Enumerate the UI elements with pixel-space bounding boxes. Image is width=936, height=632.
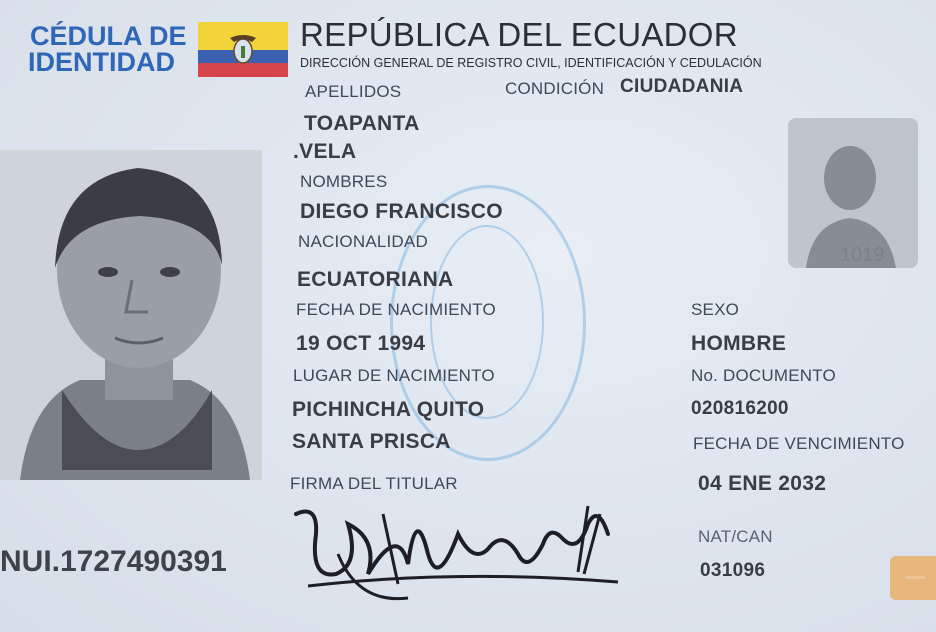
watermark-seal-inner	[430, 225, 544, 419]
documento-label: No. DOCUMENTO	[691, 366, 836, 385]
country-title: REPÚBLICA DEL ECUADOR	[300, 16, 738, 53]
apellidos-label: APELLIDOS	[305, 82, 402, 101]
lugar-nacimiento-value-1: PICHINCHA QUITO	[292, 398, 485, 421]
ghost-number: 1019	[840, 244, 885, 266]
nacionalidad-value: ECUATORIANA	[297, 268, 454, 291]
sexo-label: SEXO	[691, 300, 740, 319]
nombres-value: DIEGO FRANCISCO	[300, 200, 503, 223]
signature	[288, 494, 638, 614]
nui-number: NUI.1727490391	[0, 545, 227, 578]
documento-value: 020816200	[691, 398, 789, 419]
sexo-value: HOMBRE	[691, 332, 787, 355]
vencimiento-value: 04 ENE 2032	[698, 472, 827, 495]
firma-label: FIRMA DEL TITULAR	[290, 474, 458, 493]
condicion-label: CONDICIÓN	[505, 79, 605, 98]
fecha-nacimiento-value: 19 OCT 1994	[296, 332, 426, 355]
nombres-label: NOMBRES	[300, 172, 388, 191]
issuer-line: DIRECCIÓN GENERAL DE REGISTRO CIVIL, IDENTIFICACIÓN Y CEDULACIÓN	[300, 56, 762, 70]
natcan-label: NAT/CAN	[698, 527, 773, 546]
coat-of-arms-icon	[228, 32, 258, 66]
fecha-nacimiento-label: FECHA DE NACIMIENTO	[296, 300, 496, 319]
natcan-value: 031096	[700, 560, 766, 581]
nacionalidad-label: NACIONALIDAD	[298, 232, 428, 251]
chip-line	[905, 576, 925, 579]
apellido-1: TOAPANTA	[304, 112, 420, 135]
ecuador-flag	[198, 22, 288, 77]
card-type-line1: CÉDULA DE	[30, 21, 187, 51]
lugar-nacimiento-value-2: SANTA PRISCA	[292, 430, 451, 453]
lugar-nacimiento-label: LUGAR DE NACIMIENTO	[293, 366, 495, 385]
holder-photo	[0, 150, 262, 480]
card-type-line2: IDENTIDAD	[28, 47, 175, 77]
condicion-value: CIUDADANIA	[620, 76, 744, 97]
vencimiento-label: FECHA DE VENCIMIENTO	[693, 434, 905, 453]
apellido-2: .VELA	[293, 140, 357, 163]
